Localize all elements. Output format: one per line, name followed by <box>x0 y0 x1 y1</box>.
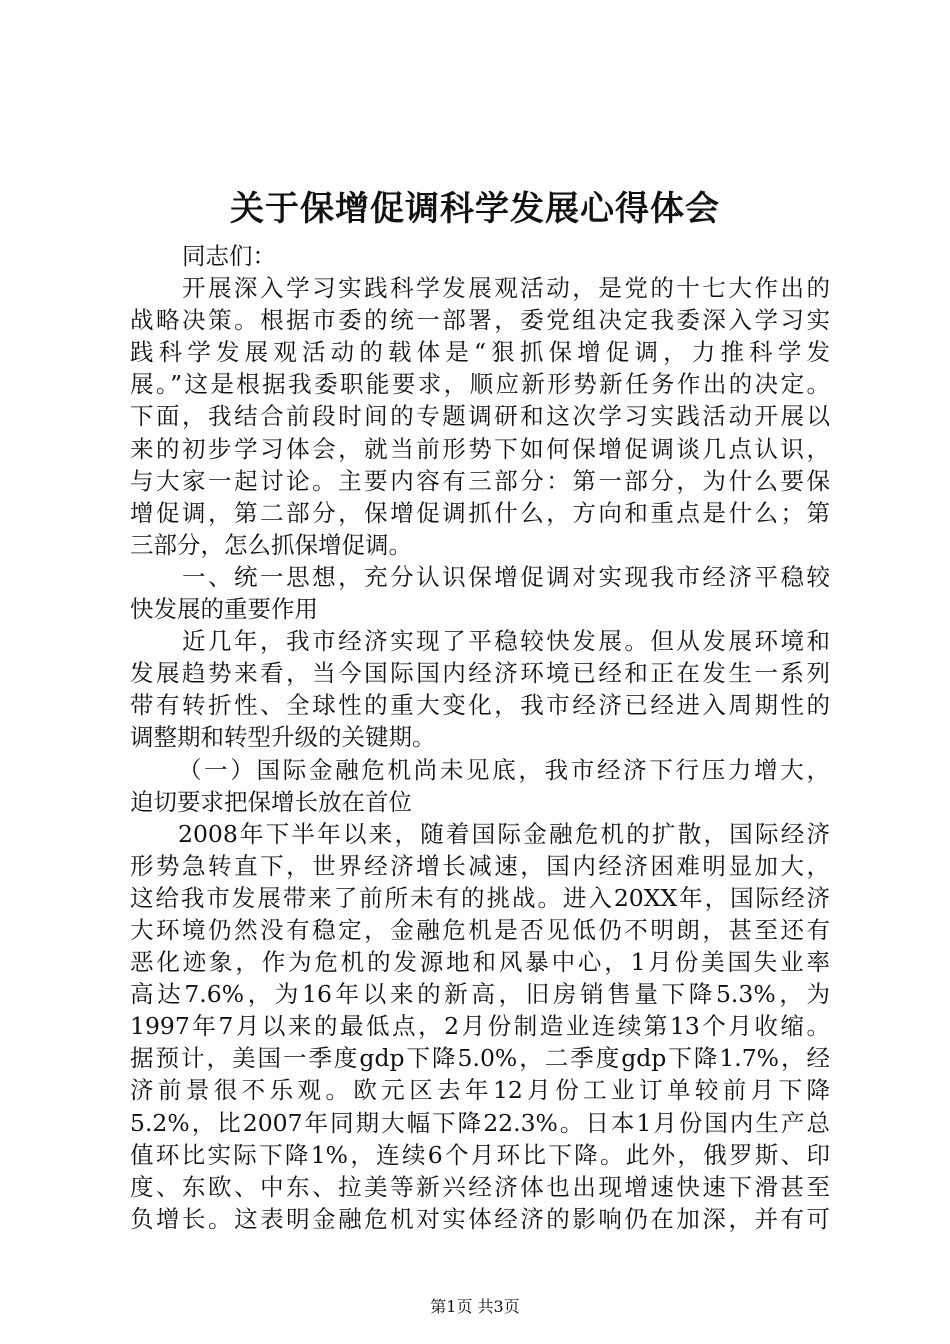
paragraph-line: 负增长。这表明金融危机对实体经济的影响仍在加深，并有可 <box>130 1204 830 1233</box>
paragraph-line: 恶化迹象，作为危机的发源地和风暴中心，1月份美国失业率 <box>130 948 830 977</box>
paragraph-line: 2008年下半年以来，随着国际金融危机的扩散，国际经济 <box>178 819 830 848</box>
paragraph-line: 近几年，我市经济实现了平稳较快发展。但从发展环境和 <box>182 627 830 656</box>
subsection-heading-line: （一）国际金融危机尚未见底，我市经济下行压力增大， <box>178 755 830 784</box>
paragraph-line: 高达7.6%，为16年以来的新高，旧房销售量下降5.3%，为 <box>130 980 830 1009</box>
paragraph-line: 下面，我结合前段时间的专题调研和这次学习实践活动开展以 <box>130 402 830 431</box>
paragraph-line: 值环比实际下降1%，连续6个月环比下降。此外，俄罗斯、印 <box>130 1140 830 1169</box>
document-title: 关于保增促调科学发展心得体会 <box>230 189 720 229</box>
paragraph-line: 大环境仍然没有稳定，金融危机是否见低仍不明朗，甚至还有 <box>130 915 830 944</box>
paragraph-line: 展。”这是根据我委职能要求，顺应新形势新任务作出的决定。 <box>130 370 830 399</box>
paragraph-line: 践科学发展观活动的载体是“狠抓保增促调，力推科学发 <box>130 338 830 367</box>
section-heading-line: 一、统一思想，充分认识保增促调对实现我市经济平稳较 <box>182 562 830 591</box>
paragraph-line: 三部分，怎么抓保增促调。 <box>130 530 412 559</box>
paragraph-line: 度、东欧、中东、拉美等新兴经济体也出现增速快速下滑甚至 <box>130 1172 830 1201</box>
paragraph-line: 来的初步学习体会，就当前形势下如何保增促调谈几点认识， <box>130 434 830 463</box>
paragraph-line: 1997年7月以来的最低点，2月份制造业连续第13个月收缩。 <box>130 1012 830 1041</box>
paragraph-line: 开展深入学习实践科学发展观活动，是党的十七大作出的 <box>182 274 830 303</box>
paragraph-line: 增促调，第二部分，保增促调抓什么，方向和重点是什么；第 <box>130 498 830 527</box>
paragraph-line: 据预计，美国一季度gdp下降5.0%，二季度gdp下降1.7%，经 <box>130 1044 830 1073</box>
paragraph-line: 调整期和转型升级的关键期。 <box>130 723 436 752</box>
paragraph-line: 5.2%，比2007年同期大幅下降22.3%。日本1月份国内生产总 <box>130 1108 830 1137</box>
salutation-line: 同志们： <box>182 242 276 270</box>
document-body <box>130 240 830 1235</box>
paragraph-line: 这给我市发展带来了前所未有的挑战。进入20XX年，国际经济 <box>130 883 830 912</box>
paragraph-line: 战略决策。根据市委的统一部署，委党组决定我委深入学习实 <box>130 306 830 335</box>
page-number-footer: 第1页 共3页 <box>430 1297 520 1316</box>
section-heading-line: 快发展的重要作用 <box>130 595 318 624</box>
paragraph-line: 与大家一起讨论。主要内容有三部分：第一部分，为什么要保 <box>130 466 830 495</box>
subsection-heading-line: 迫切要求把保增长放在首位 <box>130 787 412 816</box>
paragraph-line: 形势急转直下，世界经济增长减速，国内经济困难明显加大， <box>130 851 830 880</box>
paragraph-line: 发展趋势来看，当今国际国内经济环境已经和正在发生一系列 <box>130 659 830 688</box>
paragraph-line: 带有转折性、全球性的重大变化，我市经济已经进入周期性的 <box>130 691 830 720</box>
paragraph-line: 济前景很不乐观。欧元区去年12月份工业订单较前月下降 <box>130 1076 830 1105</box>
